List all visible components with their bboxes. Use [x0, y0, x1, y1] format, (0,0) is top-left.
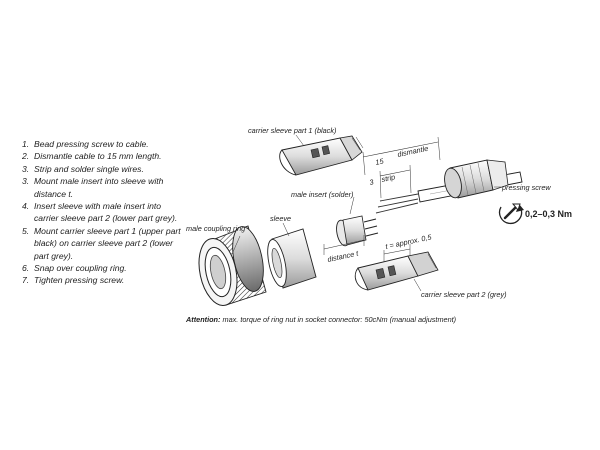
- carrier-sleeve-part-2: [355, 252, 438, 290]
- step-number: 3.: [22, 176, 30, 187]
- carrier-sleeve-1-label: carrier sleeve part 1 (black): [248, 126, 337, 135]
- strip-label: strip: [380, 172, 396, 184]
- male-insert-leader: [350, 197, 354, 214]
- t-approx-label: t = approx. 0,5: [384, 232, 433, 251]
- torque-label: 0,2–0,3 Nm: [525, 209, 573, 219]
- attention-text: max. torque of ring nut in socket connector: 50cNm (manual adjustment): [222, 315, 457, 324]
- carrier-sleeve-1-leader: [296, 135, 304, 146]
- carrier-sleeve-2-label: carrier sleeve part 2 (grey): [421, 290, 507, 299]
- dim-15-label: 15: [374, 156, 385, 167]
- step-text: Insert sleeve with male insert into carrier sleeve part 2 (lower part grey).: [34, 201, 178, 224]
- distance-t-label: distance t: [326, 248, 359, 264]
- step-text: Bead pressing screw to cable.: [34, 139, 149, 149]
- sleeve: [264, 229, 316, 288]
- pressing-screw: [442, 160, 508, 199]
- step-number: 7.: [22, 275, 30, 286]
- attention-label: Attention:: [186, 315, 221, 324]
- pressing-screw-label: pressing screw: [502, 183, 551, 192]
- dim-3-label: 3: [368, 177, 375, 187]
- sleeve-label: sleeve: [270, 214, 292, 223]
- step-number: 3.: [22, 163, 30, 174]
- wrench-icon: [500, 204, 524, 223]
- male-coupling-ring-label: male coupling ring: [186, 224, 246, 233]
- step-text: Strip and solder single wires.: [34, 163, 144, 174]
- step-text: Dismantle cable to 15 mm length.: [34, 151, 162, 162]
- dismantle-label: dismantle: [396, 143, 429, 159]
- carrier-sleeve-part-1: [280, 136, 363, 175]
- male-coupling-ring: [193, 224, 268, 309]
- step-text: Tighten pressing screw.: [34, 275, 125, 286]
- step-number: 6.: [22, 263, 30, 274]
- step-number: 5.: [22, 225, 30, 236]
- step-text: Mount male insert into sleeve with distance t.: [34, 176, 164, 199]
- step-text: Mount carrier sleeve part 1 (upper part black) on carrier sleeve part 2 (lower part grey).: [34, 225, 181, 261]
- attention-note: [186, 315, 456, 324]
- carrier-sleeve-2-leader: [414, 279, 421, 291]
- male-insert: [334, 216, 378, 247]
- step-text: Snap over coupling ring.: [34, 263, 127, 274]
- male-insert-label: male insert (solder): [291, 190, 354, 199]
- step-number: 4.: [22, 201, 30, 212]
- step-number: 1.: [22, 139, 30, 149]
- step-number: 2.: [22, 151, 30, 162]
